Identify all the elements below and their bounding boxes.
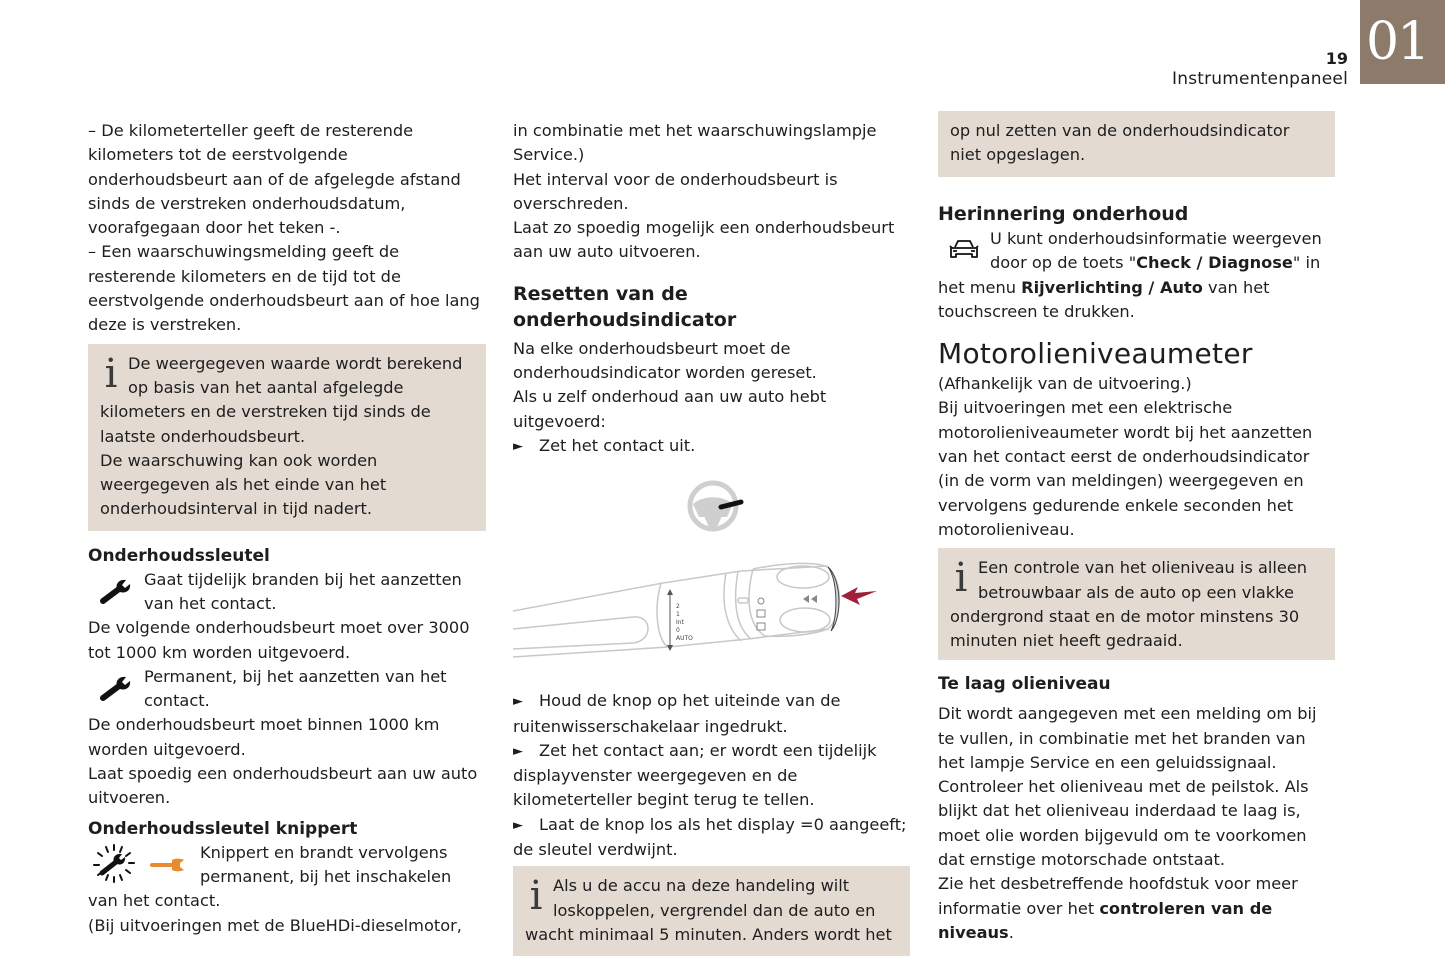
reminder-text: U kunt onderhoudsinformatie weergeven door op de toets "Check / Diagnose" in het menu Rijverlichting / Auto van het touchscreen te drukken.	[938, 229, 1322, 321]
oil-subtitle: (Afhankelijk van de uitvoering.)	[938, 374, 1192, 394]
continued-text-3: Laat zo spoedig mogelijk een onderhoudsbeurt aan uw auto uitvoeren.	[513, 218, 895, 262]
info-box-battery	[513, 866, 910, 956]
info-continued-text: op nul zetten van de onderhoudsindicator niet opgeslagen.	[950, 121, 1290, 165]
info-icon: i	[954, 555, 968, 602]
page-header	[1172, 49, 1348, 89]
wiper-stalk-illustration	[513, 471, 910, 681]
low-oil-body-1: Dit wordt aangegeven met een melding om bij te vullen, in combinatie met het branden van het lampje Service en een geluidssignaal.	[938, 704, 1317, 772]
wrench-icon	[88, 568, 144, 614]
steering-wheel-icon	[690, 483, 741, 529]
car-icon	[938, 227, 990, 273]
wrench-blink-follow: (Bij uitvoeringen met de BlueHDi-dieselmotor,	[88, 915, 462, 935]
wrench-item-1-follow: De volgende onderhoudsbeurt moet over 3000 tot 1000 km worden uitgevoerd.	[88, 618, 470, 662]
wrench-item-2-follow-1: De onderhoudsbeurt moet binnen 1000 km worden uitgevoerd.	[88, 715, 440, 759]
section-name: Instrumentenpaneel	[1172, 69, 1348, 89]
reset-step-1: ► Zet het contact uit.	[513, 434, 910, 459]
reset-step-3: ► Zet het contact aan; er wordt een tijdelijk displayvenster weergegeven en de kilometerteller begint terug te tellen.	[513, 740, 877, 810]
chapter-tab: 01	[1360, 0, 1445, 84]
wrench-blink-heading: Onderhoudssleutel knippert	[88, 818, 358, 839]
svg-text:2: 2	[676, 603, 680, 611]
info-box-continued	[938, 111, 1335, 177]
wrench-item-1	[88, 568, 486, 617]
press-arrow-icon	[841, 587, 877, 605]
intro-line-1: – De kilometerteller geeft de resterende kilometers tot de eerstvolgende onderhoudsbeurt aan of de afgelegde afstand sinds de verstreken onderhoudsdatum, voorafgegaan door het teken -.	[88, 121, 461, 238]
wrench-item-2-text: Permanent, bij het aanzetten van het contact.	[144, 666, 447, 711]
svg-text:AUTO: AUTO	[676, 635, 693, 643]
wrench-item-1-text: Gaat tijdelijk branden bij het aanzetten van het contact.	[144, 569, 462, 613]
wrench-icons	[88, 841, 200, 887]
wrench-blink-text: Knippert en brandt vervolgens permanent, bij het inschakelen van het contact.	[88, 842, 452, 911]
oil-info-text: Een controle van het olieniveau is alleen betrouwbaar als de auto op een vlakke ondergrond staat en de motor minstens 30 minuten niet heeft gedraaid.	[950, 558, 1308, 651]
low-oil-heading: Te laag olieniveau	[938, 674, 1111, 695]
svg-text:1: 1	[676, 611, 680, 619]
column-3	[938, 119, 1335, 945]
info-box-oil-check	[938, 548, 1335, 660]
wrench-heading: Onderhoudssleutel	[88, 545, 270, 566]
info-icon: i	[529, 873, 543, 920]
blinking-wrench-icon	[88, 842, 140, 886]
info-battery-text: Als u de accu na deze handeling wilt loskoppelen, vergrendel dan de auto en wacht minimaal 5 minuten. Anders wordt het	[525, 876, 892, 944]
rijverlichting-auto-label: Rijverlichting / Auto	[1021, 277, 1203, 297]
reset-heading: Resetten van de onderhoudsindicator	[513, 282, 737, 331]
low-oil-body-2: Controleer het olieniveau met de peilstok. Als blijkt dat het olieniveau inderdaad te laag is, moet olie worden bijgevuld om te voorkomen dat ernstige motorschade ontstaat.	[938, 777, 1309, 870]
reset-step-4: ► Laat de knop los als het display =0 aangeeft; de sleutel verdwijnt.	[513, 814, 907, 860]
oil-body: Bij uitvoeringen met een elektrische motorolieniveaumeter wordt bij het aanzetten van het contact eerst de onderhoudsindicator (in de vorm van meldingen) weergegeven en vervolgens gedurende enkele seconden het motorolieniveau.	[938, 398, 1313, 539]
intro-line-2: – Een waarschuwingsmelding geeft de resterende kilometers en de tijd tot de eerstvolgende onderhoudsbeurt aan of hoe lang deze is verstreken.	[88, 242, 480, 335]
column-2	[513, 119, 910, 956]
wrench-item-2-follow-2: Laat spoedig een onderhoudsbeurt aan uw auto uitvoeren.	[88, 764, 478, 808]
check-levels-link: controleren van de niveaus	[938, 898, 1273, 942]
wrench-blink-item	[88, 841, 486, 914]
oil-gauge-heading: Motorolieniveaumeter	[938, 337, 1253, 371]
page-number: 19	[1325, 49, 1348, 68]
continued-text-1: in combinatie met het waarschuwingslampje Service.)	[513, 121, 877, 165]
svg-text:0: 0	[676, 627, 680, 635]
check-diagnose-label: Check / Diagnose	[1136, 253, 1293, 273]
wrench-item-2	[88, 665, 486, 714]
info-text-1: De weergegeven waarde wordt berekend op basis van het aantal afgelegde kilometers en de verstreken tijd sinds de laatste onderhoudsbeurt.	[100, 353, 463, 446]
reminder-heading: Herinnering onderhoud	[938, 203, 1189, 225]
reset-intro-2: Als u zelf onderhoud aan uw auto hebt uitgevoerd:	[513, 387, 827, 431]
info-box-calculation	[88, 344, 486, 531]
column-1	[88, 119, 486, 938]
info-text-2: De waarschuwing kan ook worden weergegeven als het einde van het onderhoudsinterval in tijd nadert.	[100, 450, 387, 519]
info-icon: i	[104, 350, 118, 397]
reset-intro-1: Na elke onderhoudsbeurt moet de onderhoudsindicator worden gereset.	[513, 338, 817, 383]
wrench-icon	[88, 665, 144, 711]
reset-step-2: ► Houd de knop op het uiteinde van de ruitenwisserschakelaar ingedrukt.	[513, 691, 841, 736]
low-oil-body-3: Zie het desbetreffende hoofdstuk voor meer informatie over het controleren van de niveaus.	[938, 874, 1298, 942]
orange-wrench-icon	[150, 854, 186, 874]
bullet-icon: ►	[513, 438, 523, 454]
svg-text:Int: Int	[676, 619, 684, 627]
continued-text-2: Het interval voor de onderhoudsbeurt is overschreden.	[513, 169, 838, 213]
